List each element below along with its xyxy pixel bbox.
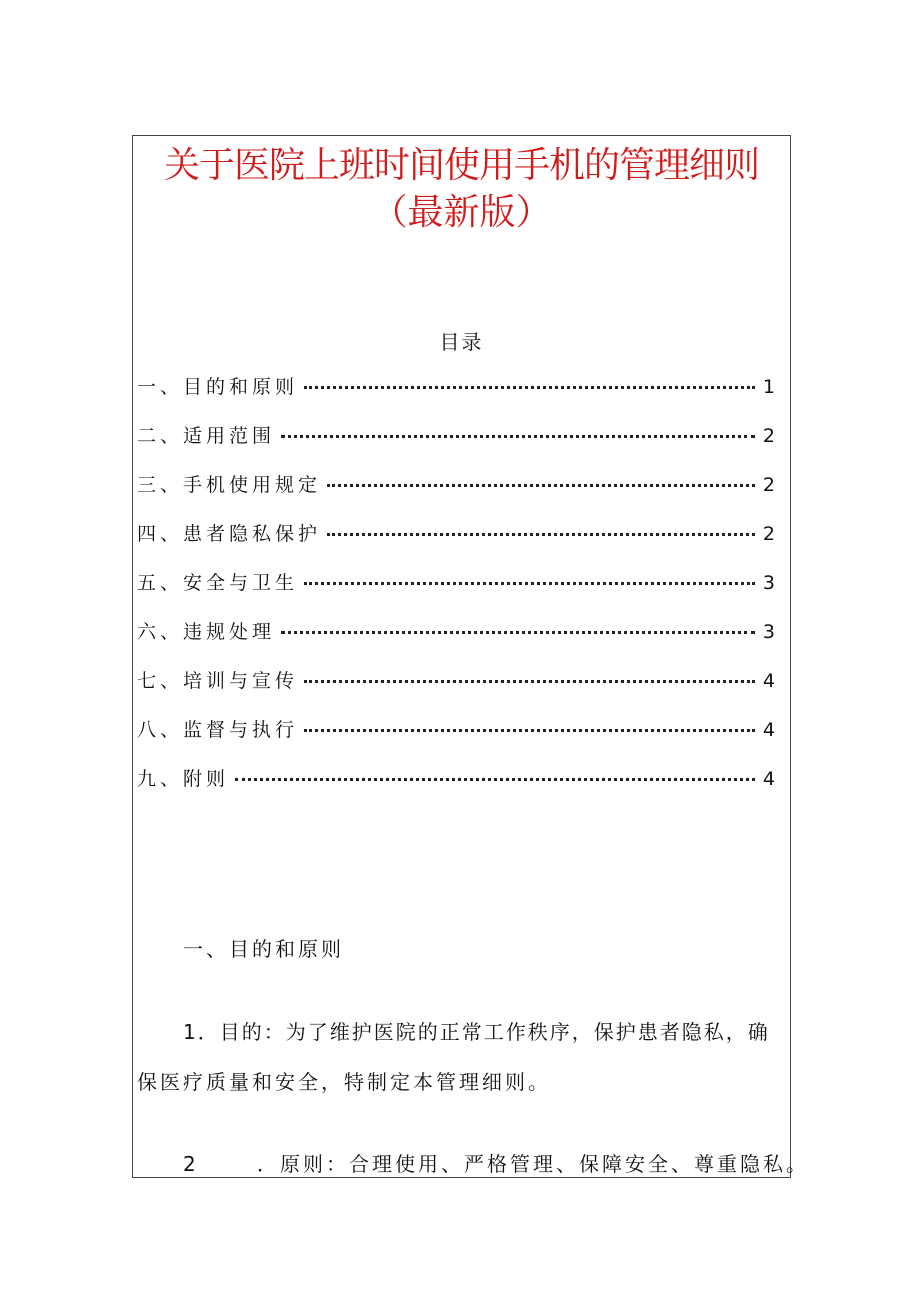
toc-leader-dots [235,778,755,781]
toc-item-page: 3 [762,572,775,594]
toc-item[interactable] [137,519,775,568]
toc-leader-dots [327,533,755,536]
toc-item-label: 七、培训与宣传 [137,670,299,692]
toc-item-label: 二、适用范围 [137,425,276,447]
toc-item-label: 九、附则 [137,768,230,790]
paragraph [183,1148,809,1180]
toc-item-page: 1 [762,376,775,398]
toc-item-page: 4 [762,768,775,790]
table-of-contents [137,372,775,813]
toc-item[interactable] [137,715,775,764]
toc-heading: 目录 [439,330,484,354]
toc-item-label: 八、监督与执行 [137,719,299,741]
paragraph-line: 1．目的：为了维护医院的正常工作秩序，保护患者隐私，确 [183,1020,770,1044]
toc-item-label: 五、安全与卫生 [137,572,299,594]
toc-item-page: 2 [762,425,775,447]
toc-leader-dots [304,386,755,389]
toc-item-page: 2 [762,474,775,496]
toc-leader-dots [304,582,755,585]
toc-item[interactable] [137,568,775,617]
toc-item[interactable] [137,372,775,421]
toc-leader-dots [327,484,755,487]
toc-item[interactable] [137,617,775,666]
paragraph-number: 2 [183,1152,199,1176]
toc-item[interactable] [137,666,775,715]
document-subtitle: （最新版） [371,192,552,233]
toc-leader-dots [281,435,755,438]
toc-item-page: 4 [762,670,775,692]
toc-item[interactable] [137,421,775,470]
toc-item[interactable] [137,764,775,813]
section-heading: 一、目的和原则 [183,937,344,961]
toc-item-page: 3 [762,621,775,643]
document-title: 关于医院上班时间使用手机的管理细则 [163,145,759,186]
toc-item-label: 三、手机使用规定 [137,474,322,496]
toc-item-label: 六、违规处理 [137,621,276,643]
toc-leader-dots [304,680,755,683]
toc-item-page: 4 [762,719,775,741]
toc-leader-dots [281,631,755,634]
paragraph-text: ．原则：合理使用、严格管理、保障安全、尊重隐私。 [257,1152,809,1176]
toc-item-label: 一、目的和原则 [137,376,299,398]
paragraph-line: 保医疗质量和安全，特制定本管理细则。 [137,1070,551,1094]
toc-item-label: 四、患者隐私保护 [137,523,322,545]
toc-item[interactable] [137,470,775,519]
toc-item-page: 2 [762,523,775,545]
toc-leader-dots [304,729,755,732]
document-frame [132,135,809,1178]
